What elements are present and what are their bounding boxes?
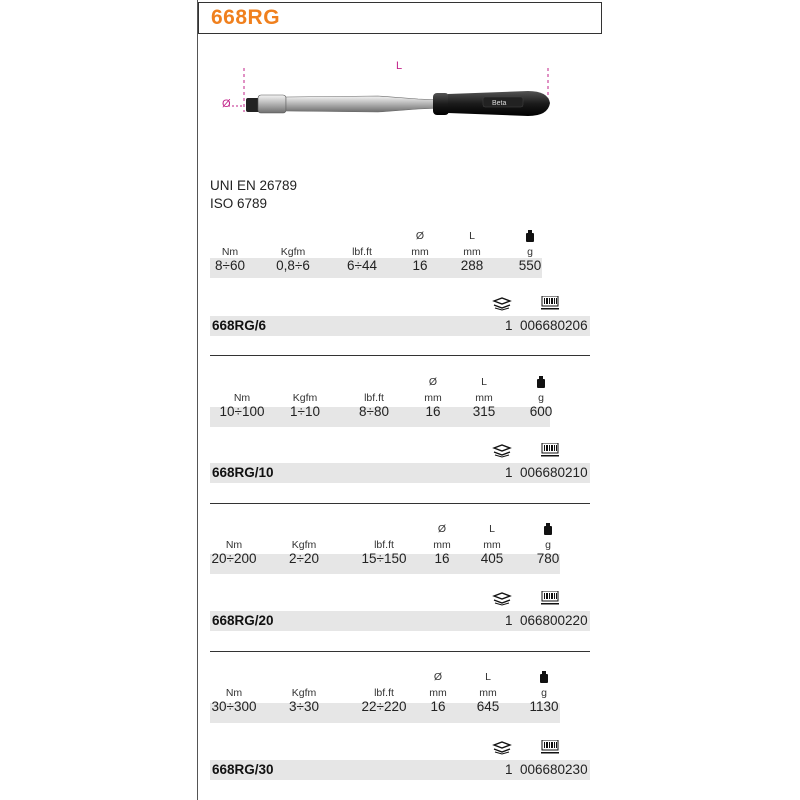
col-header-kgfm: Kgfm — [292, 392, 318, 404]
value-kgfm: 3÷30 — [289, 699, 319, 714]
product-code: 668RG/10 — [212, 465, 274, 480]
diameter-dim-label: Ø — [222, 98, 231, 110]
col-header-lbfft: lbf.ft — [374, 539, 394, 551]
barcode-icon — [541, 591, 559, 605]
product-title: 668RG — [211, 6, 281, 29]
col-header-weight-unit: g — [538, 392, 544, 404]
box-pack-icon — [492, 297, 512, 311]
value-nm: 20÷200 — [211, 551, 257, 566]
value-nm: 10÷100 — [219, 404, 265, 419]
title-box — [198, 2, 602, 34]
value-kgfm: 1÷10 — [290, 404, 320, 419]
col-header-kgfm: Kgfm — [291, 687, 317, 699]
ean-code: 066800220 — [520, 613, 588, 628]
value-diameter: 16 — [412, 258, 428, 273]
length-dim-label: L — [396, 60, 403, 72]
col-header-nm: Nm — [233, 392, 251, 404]
length-symbol: L — [481, 376, 487, 388]
section-divider — [210, 355, 590, 356]
barcode-icon — [541, 296, 559, 310]
product-code: 668RG/20 — [212, 613, 274, 628]
value-kgfm: 0,8÷6 — [276, 258, 310, 273]
col-header-len-unit: mm — [475, 392, 493, 404]
diameter-symbol: Ø — [428, 376, 438, 388]
value-nm: 30÷300 — [211, 699, 257, 714]
value-weight: 600 — [529, 404, 553, 419]
length-symbol: L — [485, 671, 491, 683]
col-header-lbfft: lbf.ft — [364, 392, 384, 404]
value-lbfft: 8÷80 — [359, 404, 389, 419]
value-lbfft: 6÷44 — [347, 258, 377, 273]
value-lbfft: 22÷220 — [361, 699, 407, 714]
length-symbol: L — [489, 523, 495, 535]
weight-icon — [536, 376, 546, 388]
left-border-line — [197, 0, 198, 800]
value-length: 645 — [476, 699, 500, 714]
weight-icon — [543, 523, 553, 535]
col-header-lbfft: lbf.ft — [352, 246, 372, 258]
col-header-len-unit: mm — [463, 246, 481, 258]
product-code: 668RG/30 — [212, 762, 274, 777]
value-length: 288 — [460, 258, 484, 273]
ean-code: 006680210 — [520, 465, 588, 480]
box-pack-icon — [492, 741, 512, 755]
value-kgfm: 2÷20 — [289, 551, 319, 566]
barcode-icon — [541, 740, 559, 754]
standard-uni: UNI EN 26789 — [210, 178, 298, 193]
col-header-kgfm: Kgfm — [280, 246, 306, 258]
col-header-nm: Nm — [221, 246, 239, 258]
col-header-weight-unit: g — [545, 539, 551, 551]
value-weight: 550 — [518, 258, 542, 273]
col-header-dia-unit: mm — [429, 687, 447, 699]
diameter-symbol: Ø — [415, 230, 425, 242]
product-code: 668RG/6 — [212, 318, 267, 333]
pack-quantity: 1 — [505, 762, 513, 777]
value-weight: 780 — [536, 551, 560, 566]
value-diameter: 16 — [430, 699, 446, 714]
col-header-weight-unit: g — [527, 246, 533, 258]
ean-code: 006680206 — [520, 318, 588, 333]
col-header-lbfft: lbf.ft — [374, 687, 394, 699]
diameter-symbol: Ø — [433, 671, 443, 683]
value-lbfft: 15÷150 — [361, 551, 407, 566]
section-divider — [210, 651, 590, 652]
value-length: 405 — [480, 551, 504, 566]
col-header-weight-unit: g — [541, 687, 547, 699]
length-symbol: L — [469, 230, 475, 242]
value-diameter: 16 — [425, 404, 441, 419]
weight-icon — [539, 671, 549, 683]
section-divider — [210, 503, 590, 504]
value-diameter: 16 — [434, 551, 450, 566]
brand-mark: Beta — [492, 100, 507, 107]
box-pack-icon — [492, 444, 512, 458]
col-header-dia-unit: mm — [433, 539, 451, 551]
value-weight: 1130 — [529, 699, 559, 714]
col-header-dia-unit: mm — [411, 246, 429, 258]
pack-quantity: 1 — [505, 318, 513, 333]
col-header-dia-unit: mm — [424, 392, 442, 404]
col-header-nm: Nm — [225, 539, 243, 551]
ean-code: 006680230 — [520, 762, 588, 777]
standard-iso: ISO 6789 — [210, 196, 268, 211]
value-nm: 8÷60 — [215, 258, 245, 273]
col-header-len-unit: mm — [483, 539, 501, 551]
barcode-icon — [541, 443, 559, 457]
col-header-kgfm: Kgfm — [291, 539, 317, 551]
pack-quantity: 1 — [505, 465, 513, 480]
pack-quantity: 1 — [505, 613, 513, 628]
box-pack-icon — [492, 592, 512, 606]
col-header-nm: Nm — [225, 687, 243, 699]
col-header-len-unit: mm — [479, 687, 497, 699]
value-length: 315 — [472, 404, 496, 419]
weight-icon — [525, 230, 535, 242]
diameter-symbol: Ø — [437, 523, 447, 535]
